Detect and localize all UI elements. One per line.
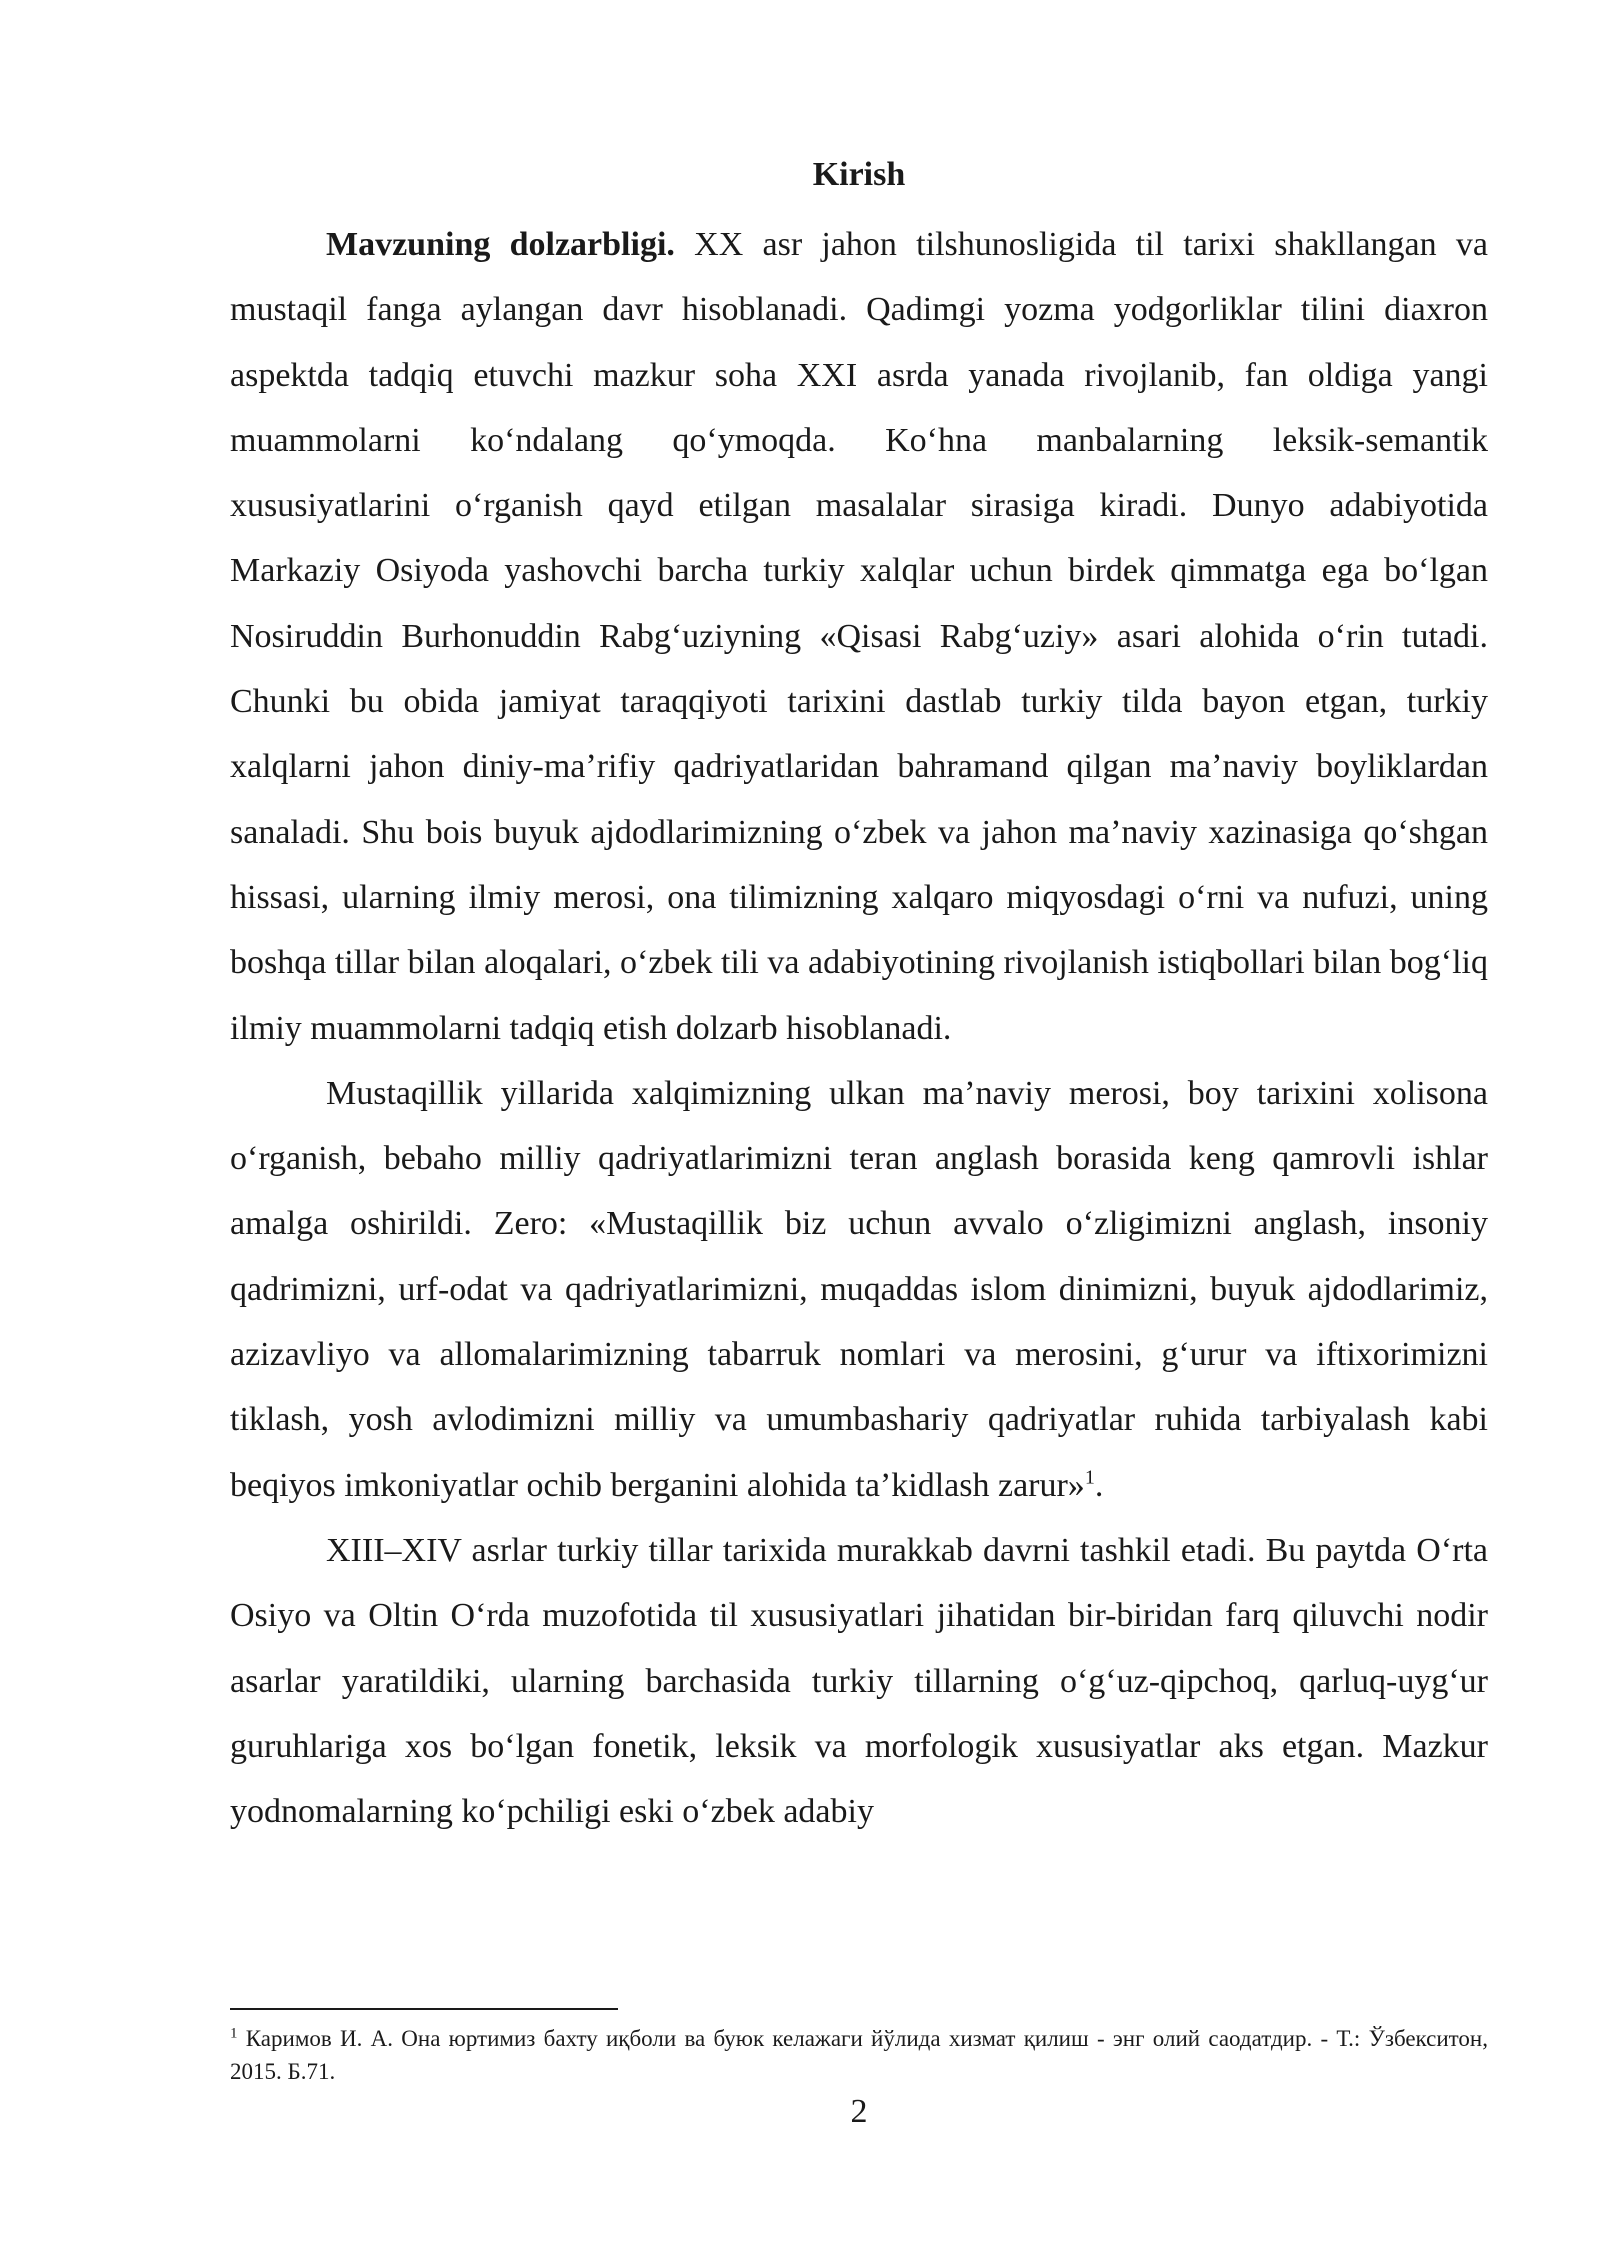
footnote-text: Каримов И. А. Она юртимиз бахту иқболи ва буюк келажаги йўлида хизмат қилиш - энг олий саодатдир. - Т.: Ўзбекситон, 2015. Б.71. <box>230 2026 1488 2084</box>
paragraph-text: XX asr jahon tilshunosligida til tarixi shakllangan va mustaqil fanga aylangan davr hisoblanadi. Qadimgi yozma yodgorliklar tilini diaxron aspektda tadqiq etuvchi mazkur soha XXI asrda yanada rivojlanib, fan oldiga yangi muammolarni koʻndalang qoʻymoqda. Koʻhna manbalarning leksik-semantik xususiyatlarini oʻrganish qayd etilgan masalalar sirasiga kiradi. Dunyo adabiyotida Markaziy Osiyoda yashovchi barcha turkiy xalqlar uchun birdek qimmatga ega boʻlgan Nosiruddin Burhonuddin Rabgʻuziyning «Qisasi Rabgʻuziy» asari alohida oʻrin tutadi. Chunki bu obida jamiyat taraqqiyoti tarixini dastlab turkiy tilda bayon etgan, turkiy xalqlarni jahon diniy-maʼrifiy qadriyatlaridan bahramand qilgan maʼnaviy boyliklardan sanaladi. Shu bois buyuk ajdodlarimizning oʻzbek va jahon maʼnaviy xazinasiga qoʻshgan hissasi, ularning ilmiy merosi, ona tilimizning xalqaro miqyosdagi oʻrni va nufuzi, uning boshqa tillar bilan aloqalari, oʻzbek tili va adabiyotining rivojlanish istiqbollari bilan bogʻliq ilmiy muammolarni tadqiq etish dolzarb hisoblanadi. <box>230 226 1488 1047</box>
paragraph-lead: Mavzuning dolzarbligi. <box>326 226 675 263</box>
paragraph-text: XIII–XIV asrlar turkiy tillar tarixida murakkab davrni tashkil etadi. Bu paytda Oʻrta Osiyo va Oltin Oʻrda muzofotida til xususiyatlari jihatidan bir-biridan farq qiluvchi nodir asarlar yaratildiki, ularning barchasida turkiy tillarning oʻgʻuz-qipchoq, qarluq-uygʻur guruhlariga xos boʻlgan fonetik, leksik va morfologik xususiyatlar aks etgan. Mazkur yodnomalarning koʻpchiligi eski oʻzbek adabiy <box>230 1531 1488 1831</box>
footnote-marker: 1 <box>230 2025 238 2042</box>
document-page <box>230 0 1488 2262</box>
paragraph-independence <box>230 1061 1488 1518</box>
footnote <box>230 2022 1488 2088</box>
body-text <box>230 212 1488 1844</box>
footnote-reference[interactable]: 1 <box>1084 1466 1095 1489</box>
section-heading: Kirish <box>812 156 906 193</box>
paragraph-text: Mustaqillik yillarida xalqimizning ulkan maʼnaviy merosi, boy tarixini xolisona oʻrganish, bebaho milliy qadriyatlarimizni teran anglash borasida keng qamrovli ishlar amalga oshirildi. Zero: «Mustaqillik biz uchun avvalo oʻzligimizni anglash, insoniy qadrimizni, urf-odat va qadriyatlarimizni, muqaddas islom dinimizni, buyuk ajdodlarimiz, azizavliyo va allomalarimizning tabarruk nomlari va merosini, gʻurur va iftixorimizni tiklash, yosh avlodimizni milliy va umumbashariy qadriyatlar ruhida tarbiyalash kabi beqiyos imkoniyatlar ochib berganini alohida taʼkidlash zarur» <box>230 1074 1488 1504</box>
paragraph-history <box>230 1518 1488 1844</box>
page-number: 2 <box>850 2093 868 2130</box>
footnote-divider <box>230 2008 618 2010</box>
paragraph-relevance <box>230 212 1488 1061</box>
paragraph-tail: . <box>1094 1466 1104 1504</box>
